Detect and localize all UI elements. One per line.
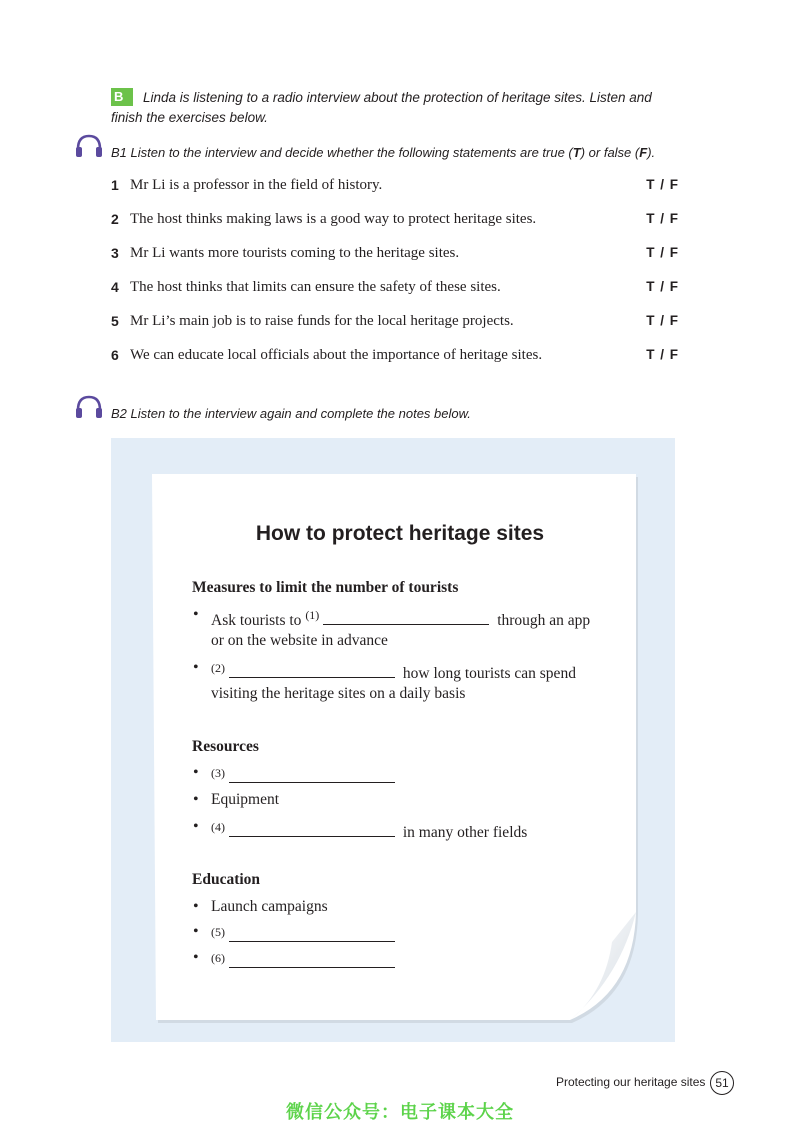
item-text: Ask tourists to: [211, 612, 302, 630]
statement-text: Mr Li wants more tourists coming to the heritage sites.: [130, 245, 460, 261]
blank-number: (1): [305, 608, 320, 622]
blank-2-input[interactable]: [229, 663, 395, 678]
item-text: how long tourists can spend: [402, 665, 576, 683]
statement-number: 2: [111, 211, 119, 227]
bullet-icon: •: [193, 923, 199, 940]
bullet-icon: •: [193, 659, 199, 676]
statement-number: 1: [111, 177, 119, 193]
true-false-option[interactable]: T / F: [646, 347, 679, 362]
item-text: through an app: [497, 612, 591, 630]
false-label: F: [639, 145, 648, 160]
list-item: [193, 922, 399, 948]
list-item: [193, 948, 399, 974]
blank-number: (6): [211, 951, 225, 965]
statement-row: [111, 175, 679, 195]
statement-row: [111, 277, 679, 297]
b1-instruction-post: ).: [647, 145, 656, 160]
blank-number: (4): [211, 820, 225, 834]
true-false-option[interactable]: T / F: [646, 313, 679, 328]
bullet-icon: •: [193, 949, 199, 966]
bullet-icon: •: [193, 606, 199, 623]
b1-instruction-pre: B1 Listen to the interview and decide whether the following statements are true (: [111, 145, 573, 160]
true-label: T: [572, 145, 581, 160]
blank-number: (3): [211, 766, 225, 780]
blank-3-input[interactable]: [229, 768, 395, 783]
statement-row: [111, 345, 679, 365]
list-item: [193, 817, 528, 843]
statement-row: [111, 209, 679, 229]
blank-number: (2): [211, 661, 225, 675]
blank-5-input[interactable]: [229, 927, 395, 942]
true-false-option[interactable]: T / F: [646, 245, 679, 260]
item-text: in many other fields: [402, 824, 528, 842]
blank-1-input[interactable]: [323, 610, 489, 625]
measures-heading: Measures to limit the number of tourists: [192, 579, 459, 596]
bullet-icon: •: [193, 818, 199, 835]
statement-text: The host thinks that limits can ensure the safety of these sites.: [130, 279, 501, 295]
list-item: [193, 658, 576, 684]
resources-heading: Resources: [192, 738, 259, 755]
watermark: 微信公众号：电子课本大全: [286, 1102, 514, 1123]
statement-number: 4: [111, 279, 119, 295]
b1-instruction: [111, 145, 691, 160]
notes-title: How to protect heritage sites: [255, 522, 545, 545]
statement-text: The host thinks making laws is a good way to protect heritage sites.: [130, 211, 537, 227]
list-item: [193, 897, 328, 917]
list-item: [193, 790, 280, 810]
list-item: [193, 605, 591, 631]
headphones-icon: [74, 133, 104, 159]
item-text: Launch campaigns: [211, 898, 328, 915]
true-false-option[interactable]: T / F: [646, 177, 679, 192]
statement-text: Mr Li is a professor in the field of history.: [130, 177, 383, 193]
statement-text: We can educate local officials about the importance of heritage sites.: [130, 347, 543, 363]
section-b-badge: B: [111, 88, 133, 106]
statement-row: [111, 243, 679, 263]
section-b-intro: Linda is listening to a radio interview about the protection of heritage sites. Listen and finish the exercises below.: [111, 90, 652, 125]
statement-number: 5: [111, 313, 119, 329]
true-false-option[interactable]: T / F: [646, 279, 679, 294]
bullet-icon: •: [193, 791, 199, 808]
statement-row: [111, 311, 679, 331]
statement-text: Mr Li’s main job is to raise funds for the local heritage projects.: [130, 313, 514, 329]
page-number: 51: [710, 1071, 734, 1095]
footer-unit-title: Protecting our heritage sites: [556, 1075, 706, 1089]
true-false-option[interactable]: T / F: [646, 211, 679, 226]
education-heading: Education: [192, 871, 261, 888]
blank-4-input[interactable]: [229, 822, 395, 837]
statement-number: 3: [111, 245, 119, 261]
blank-6-input[interactable]: [229, 953, 395, 968]
bullet-icon: •: [193, 898, 199, 915]
list-item: [193, 763, 399, 789]
b1-instruction-mid: ) or false (: [580, 145, 640, 160]
statement-number: 6: [111, 347, 119, 363]
item-text: Equipment: [211, 791, 280, 808]
item-continuation: or on the website in advance: [211, 632, 388, 649]
item-continuation: visiting the heritage sites on a daily basis: [211, 685, 466, 702]
headphones-icon: [74, 394, 104, 420]
blank-number: (5): [211, 925, 225, 939]
b2-instruction: B2 Listen to the interview again and complete the notes below.: [111, 406, 471, 421]
bullet-icon: •: [193, 764, 199, 781]
